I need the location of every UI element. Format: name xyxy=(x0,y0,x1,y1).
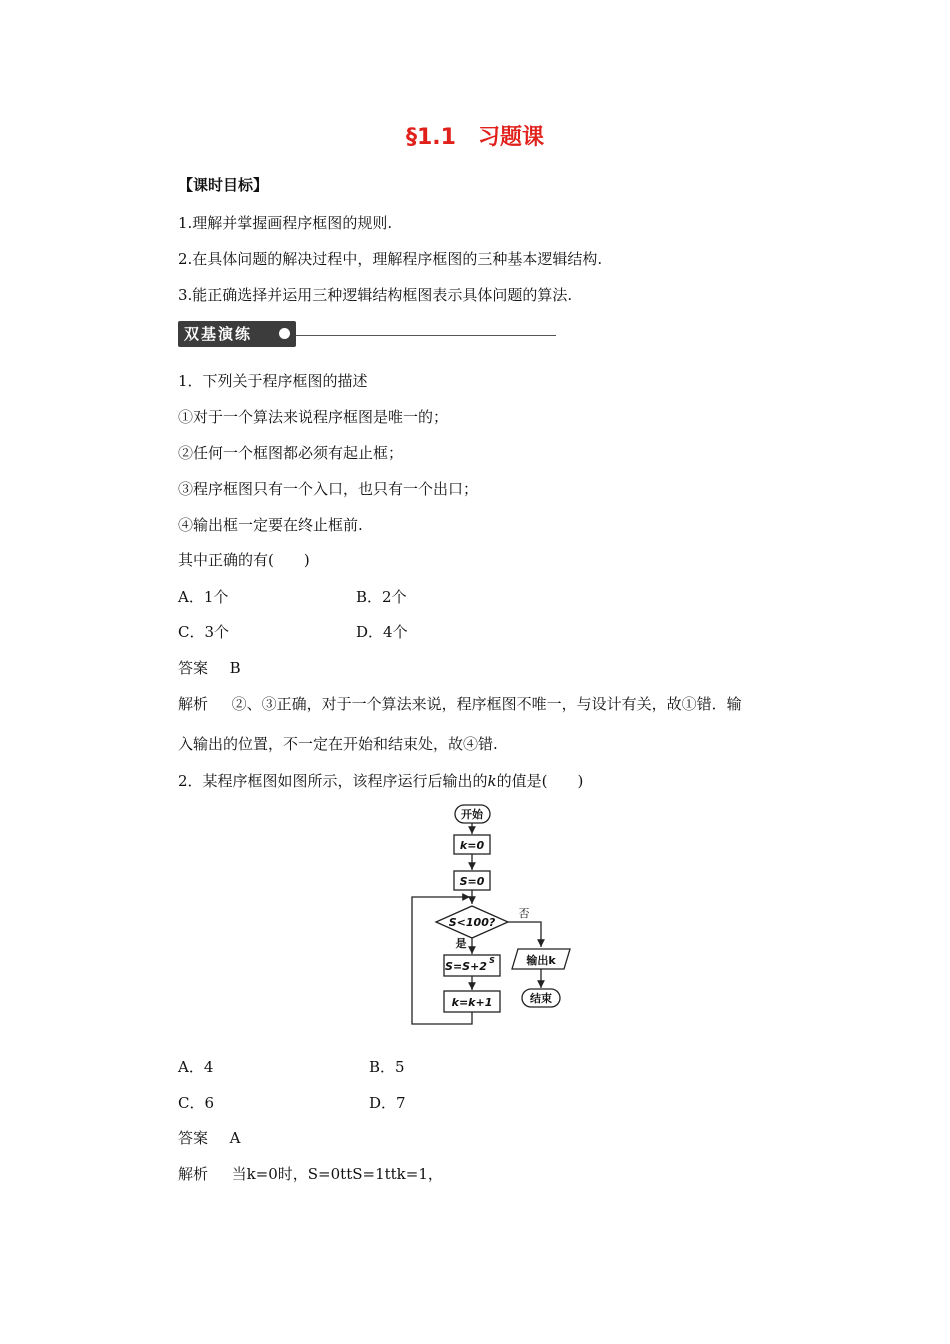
q1-analysis-line2: 入输出的位置，不一定在开始和结束处，故④错. xyxy=(178,735,498,753)
flowchart xyxy=(400,800,590,1030)
flow-no-label: 否 xyxy=(518,907,530,920)
q2-option-d: D．7 xyxy=(369,1094,406,1112)
q1-statement-1: ①对于一个算法来说程序框图是唯一的； xyxy=(178,408,449,426)
q2-answer xyxy=(178,1128,240,1148)
q2-option-a: A．4 xyxy=(178,1058,214,1076)
q1-stem: 1．下列关于程序框图的描述 xyxy=(178,372,368,390)
q2-answer-value: A xyxy=(229,1129,241,1147)
goals-heading: 【课时目标】 xyxy=(178,176,269,194)
q1-answer xyxy=(178,658,241,678)
q2-stem-var: k xyxy=(487,772,497,790)
q1-analysis xyxy=(178,694,742,714)
goal-item-3: 3.能正确选择并运用三种逻辑结构框图表示具体问题的算法. xyxy=(178,286,573,304)
flow-update-s-sup: S xyxy=(489,956,495,965)
goal-item-2: 2.在具体问题的解决过程中，理解程序框图的三种基本逻辑结构. xyxy=(178,250,603,268)
q2-option-b: B．5 xyxy=(369,1058,405,1076)
flow-yes-label: 是 xyxy=(455,937,467,950)
banner-dot-icon xyxy=(279,328,290,339)
q1-option-b: B．2个 xyxy=(356,588,407,606)
q2-answer-label: 答案 xyxy=(178,1129,209,1147)
q1-option-a: A．1个 xyxy=(178,588,229,606)
flow-condition-label: S<100? xyxy=(448,916,496,929)
flow-update-k-label: k=k+1 xyxy=(451,996,493,1009)
section-banner xyxy=(178,321,296,347)
q1-analysis-label: 解析 xyxy=(178,695,209,713)
banner-divider xyxy=(296,335,556,336)
q1-option-d: D．4个 xyxy=(356,623,408,641)
q1-statement-4: ④输出框一定要在终止框前. xyxy=(178,516,363,534)
flow-no-line xyxy=(508,922,541,947)
flow-init-s-label: S=0 xyxy=(459,875,485,888)
q1-question: 其中正确的有( ) xyxy=(178,551,310,569)
q1-statement-3: ③程序框图只有一个入口，也只有一个出口； xyxy=(178,480,479,498)
flow-end-label: 结束 xyxy=(530,992,552,1005)
q2-analysis-label: 解析 xyxy=(178,1165,209,1183)
q2-analysis-line: 当k=0时，S=0ttS=1ttk=1， xyxy=(231,1165,443,1183)
goal-item-1: 1.理解并掌握画程序框图的规则. xyxy=(178,214,393,232)
section-banner-label: 双基演练 xyxy=(184,325,253,343)
q2-stem xyxy=(178,771,583,791)
q2-option-c: C．6 xyxy=(178,1094,215,1112)
q1-answer-value: B xyxy=(229,659,241,677)
flow-init-k-label: k=0 xyxy=(459,839,485,852)
flow-update-s-label: S=S+2 xyxy=(445,960,487,973)
flow-start-label: 开始 xyxy=(461,808,483,821)
page-title: §1.1 习题课 xyxy=(406,125,544,150)
flow-output-label: 输出k xyxy=(526,954,556,967)
q1-statement-2: ②任何一个框图都必须有起止框； xyxy=(178,444,404,462)
q2-analysis xyxy=(178,1164,443,1184)
q1-analysis-line1: ②、③正确，对于一个算法来说，程序框图不唯一，与设计有关，故①错．输 xyxy=(231,695,742,713)
q2-stem-pre: 2．某程序框图如图所示，该程序运行后输出的 xyxy=(178,772,488,790)
q1-answer-label: 答案 xyxy=(178,659,209,677)
q2-stem-post: 的值是( ) xyxy=(496,772,584,790)
q1-option-c: C．3个 xyxy=(178,623,230,641)
